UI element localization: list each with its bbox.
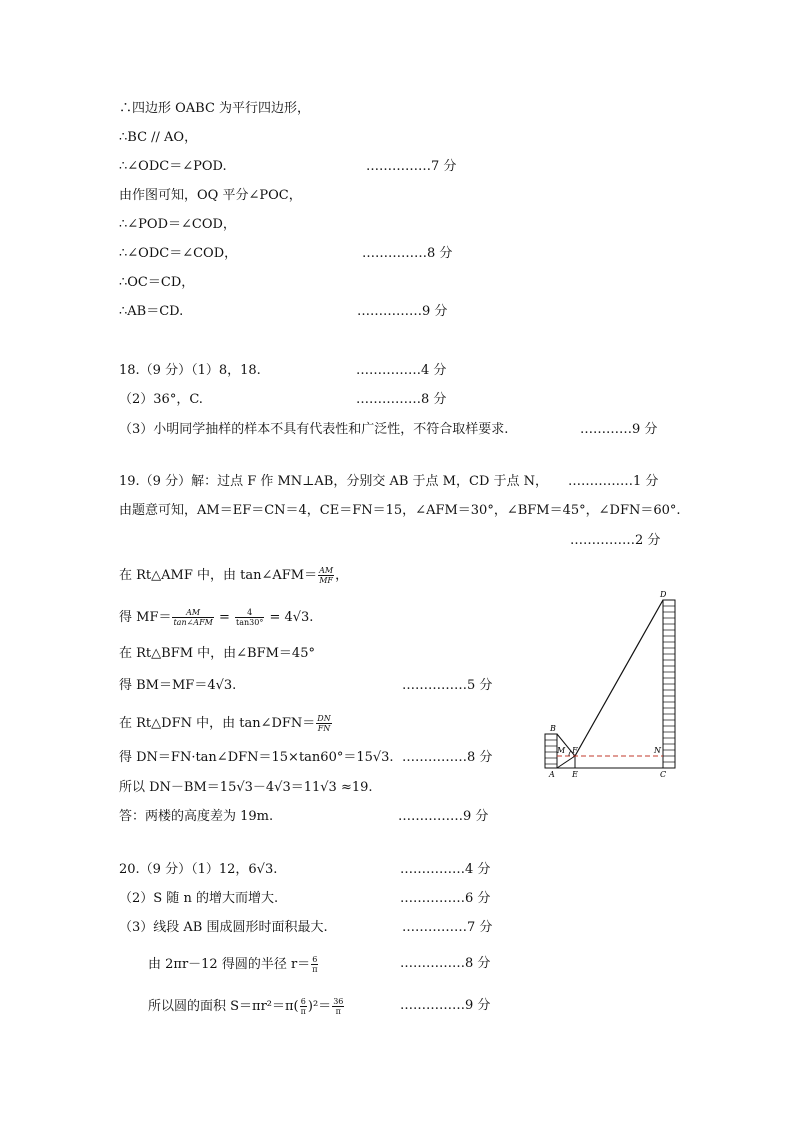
- q19-line-9: 所以 DN－BM＝15√3－4√3＝11√3 ≈19.: [119, 780, 373, 795]
- q19-fraction-4-tan30: [235, 608, 264, 627]
- angle-arc: [569, 751, 571, 756]
- q19-line-2: 由题意可知，AM＝EF＝CN＝4，CE＝FN＝15，∠AFM＝30°，∠BFM＝45°，∠DFN＝60°.: [119, 503, 681, 518]
- q19-line-4-text: 得 MF＝: [119, 610, 172, 625]
- fraction-numerator: AM: [319, 566, 334, 575]
- q19-fraction-dn-fn: [316, 714, 331, 733]
- q19-line-3-text: 在 Rt△AMF 中，由 tan∠AFM＝: [119, 568, 318, 583]
- q18-line-1: 18.（9 分）（1）8，18.: [119, 363, 261, 378]
- buildings-diagram: [536, 585, 686, 785]
- sight-line-fd: [575, 600, 663, 756]
- q19-points-8: ……………8 分: [402, 750, 493, 765]
- q19-line-3-post: ，: [335, 568, 349, 583]
- short-building: [545, 734, 557, 768]
- fraction-denominator: π: [300, 1007, 306, 1016]
- q19-line-5: 在 Rt△BFM 中，由∠BFM＝45°: [119, 646, 315, 661]
- label-d: D: [660, 590, 667, 599]
- fraction-denominator: tan30°: [236, 618, 264, 627]
- q20-line-4-text: 由 2πr－12 得圆的半径 r＝: [148, 957, 311, 972]
- q19-fraction-am-mf: [318, 566, 334, 585]
- proof-line-3: ∴∠ODC＝∠POD.: [119, 159, 227, 174]
- q19-fraction-am-tan: [172, 608, 213, 627]
- q20-line-5-post: )²＝: [307, 999, 332, 1014]
- label-e: E: [572, 770, 578, 779]
- q19-line-6: 得 BM＝MF＝4√3.: [119, 678, 237, 693]
- fraction-denominator: tan∠AFM: [173, 618, 213, 627]
- q20-line-2: （2）S 随 n 的增大而增大.: [119, 891, 279, 906]
- q20-line-5: [148, 997, 345, 1016]
- fraction-numerator: AM: [172, 608, 213, 618]
- fraction-numerator: 6: [300, 997, 306, 1006]
- fraction-numerator: 36: [333, 997, 344, 1006]
- q19-line-3: [119, 566, 348, 585]
- q20-points-9: ……………9 分: [400, 998, 491, 1013]
- q20-fraction-36-pi: [332, 997, 344, 1016]
- q20-line-1: 20.（9 分）（1）12，6√3.: [119, 862, 278, 877]
- q18-points-2: ……………8 分: [356, 392, 447, 407]
- q19-line-7-text: 在 Rt△DFN 中，由 tan∠DFN＝: [119, 716, 316, 731]
- proof-line-2: ∴BC // AO，: [119, 130, 198, 145]
- q18-points-3: …………9 分: [580, 422, 658, 437]
- proof-line-1: ∴四边形 OABC 为平行四边形，: [119, 101, 311, 116]
- fraction-denominator: π: [312, 965, 318, 974]
- label-b: B: [550, 724, 556, 733]
- label-a: A: [549, 770, 555, 779]
- q20-points-6: ……………6 分: [400, 891, 491, 906]
- proof-line-8: ∴AB＝CD.: [119, 304, 184, 319]
- fraction-numerator: 4: [235, 608, 264, 618]
- q19-points-2: ……………2 分: [570, 533, 661, 548]
- proof-points-8: ……………8 分: [362, 246, 453, 261]
- fraction-denominator: MF: [319, 576, 333, 585]
- fraction-denominator: π: [335, 1007, 341, 1016]
- q20-line-5-text: 所以圆的面积 S＝πr²＝π(: [148, 999, 299, 1014]
- q18-points-1: ……………4 分: [356, 363, 447, 378]
- q19-line-4: [119, 608, 313, 627]
- q19-line-7: [119, 714, 333, 733]
- q20-line-3: （3）线段 AB 围成圆形时面积最大.: [119, 920, 328, 935]
- q20-points-4: ……………4 分: [400, 862, 491, 877]
- sight-line-fa: [557, 756, 575, 768]
- proof-points-7: ……………7 分: [366, 159, 457, 174]
- q19-points-5: ……………5 分: [402, 678, 493, 693]
- label-f: F: [572, 746, 578, 755]
- label-c: C: [660, 770, 667, 779]
- q19-line-4-post: = 4√3.: [265, 610, 314, 625]
- q19-line-10: 答：两楼的高度差为 19m.: [119, 809, 274, 824]
- fraction-numerator: 6: [312, 955, 318, 964]
- q20-fraction-6-pi-inner: [300, 997, 307, 1016]
- label-n: N: [654, 746, 661, 755]
- q20-fraction-6-pi: [311, 955, 318, 974]
- q19-points-1: ……………1 分: [568, 474, 659, 489]
- fraction-numerator: DN: [317, 714, 331, 723]
- proof-line-6: ∴∠ODC＝∠COD，: [119, 246, 238, 261]
- proof-points-9: ……………9 分: [357, 304, 448, 319]
- q18-line-2: （2）36°，C.: [119, 392, 203, 407]
- q19-line-1: 19.（9 分）解：过点 F 作 MN⊥AB，分别交 AB 于点 M，CD 于点 N，: [119, 474, 549, 489]
- fraction-denominator: FN: [317, 724, 331, 733]
- q20-points-7: ……………7 分: [402, 920, 493, 935]
- q20-points-8: ……………8 分: [400, 956, 491, 971]
- label-m: M: [557, 746, 566, 755]
- equals-sign: =: [214, 610, 234, 625]
- q20-line-4: [148, 955, 319, 974]
- q19-points-9: ……………9 分: [398, 809, 489, 824]
- proof-line-5: ∴∠POD＝∠COD，: [119, 217, 236, 232]
- q19-line-8: 得 DN＝FN·tan∠DFN＝15×tan60°＝15√3.: [119, 750, 394, 765]
- proof-line-4: 由作图可知，OQ 平分∠POC，: [119, 188, 302, 203]
- q18-line-3: （3）小明同学抽样的样本不具有代表性和广泛性，不符合取样要求.: [119, 422, 509, 437]
- proof-line-7: ∴OC＝CD，: [119, 275, 195, 290]
